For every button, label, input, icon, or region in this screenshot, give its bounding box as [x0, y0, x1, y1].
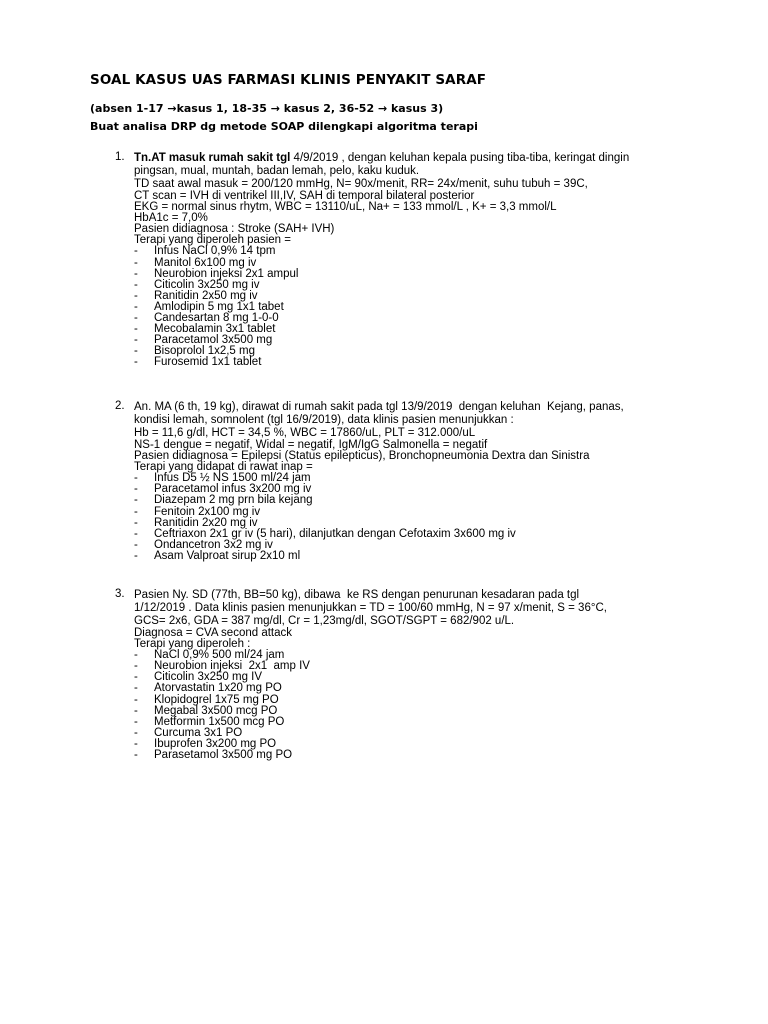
therapy-item-text: Curcuma 3x1 PO: [154, 726, 243, 739]
case-detail-line: HbA1c = 7,0%: [134, 212, 208, 225]
therapy-item-text: Megabal 3x500 mcg PO: [154, 704, 278, 717]
case-detail-line: TD saat awal masuk = 200/120 mmHg, N= 90x/menit, RR= 24x/menit, suhu tubuh = 39C,: [134, 178, 588, 190]
therapy-item-text: Paracetamol infus 3x200 mg iv: [154, 483, 312, 496]
bullet-dash: -: [134, 483, 138, 496]
therapy-item-text: Ranitidin 2x50 mg iv: [154, 289, 258, 302]
therapy-item: [134, 750, 715, 761]
bullet-dash: -: [134, 300, 138, 313]
bullet-dash: -: [134, 494, 138, 507]
therapy-item: [134, 507, 715, 518]
case-detail-line: GCS= 2x6, GDA = 387 mg/dl, Cr = 1,23mg/dl, SGOT/SGPT = 682/902 u/L.: [134, 615, 515, 627]
bullet-dash: -: [134, 289, 138, 302]
therapy-item-text: Candesartan 8 mg 1-0-0: [154, 312, 279, 325]
bullet-dash: -: [134, 312, 138, 325]
case-body: [134, 401, 715, 562]
bullet-dash: -: [134, 715, 138, 728]
therapy-item-text: Manitol 6x100 mg iv: [154, 256, 257, 269]
case-detail-line: Terapi yang diperoleh pasien =: [134, 234, 291, 247]
therapy-item: [134, 551, 715, 562]
therapy-item: [134, 695, 715, 706]
case-2: [115, 401, 715, 562]
therapy-item-text: Citicolin 3x250 mg IV: [154, 671, 263, 684]
therapy-item: [134, 495, 715, 506]
case-detail-line: Terapi yang didapat di rawat inap =: [134, 461, 313, 474]
case-detail-line: Pasien didiagnosa : Stroke (SAH+ IVH): [134, 223, 335, 236]
therapy-item-text: Bisoprolol 1x2,5 mg: [154, 345, 255, 358]
bullet-dash: -: [134, 256, 138, 269]
bullet-dash: -: [134, 549, 138, 562]
bullet-dash: -: [134, 671, 138, 684]
case-detail-line: 1/12/2019 . Data klinis pasien menunjukkan = TD = 100/60 mmHg, N = 97 x/menit, S = 36°C,: [134, 602, 607, 614]
therapy-item-text: Ondancetron 3x2 mg iv: [154, 538, 273, 551]
bullet-dash: -: [134, 538, 138, 551]
bullet-dash: -: [134, 245, 138, 258]
case-lead-line: [134, 152, 715, 165]
case-lead-line: [134, 401, 715, 414]
bullet-dash: -: [134, 267, 138, 280]
therapy-item: [134, 246, 715, 257]
bullet-dash: -: [134, 649, 138, 662]
therapy-item-text: Klopidogrel 1x75 mg PO: [154, 693, 279, 706]
case-detail-line: Terapi yang diperoleh :: [134, 638, 251, 651]
therapy-item-text: Citicolin 3x250 mg iv: [154, 278, 260, 291]
bullet-dash: -: [134, 472, 138, 485]
therapy-item-text: Parasetamol 3x500 mg PO: [154, 749, 293, 762]
case-detail-line: NS-1 dengue = negatif, Widal = negatif, IgM/IgG Salmonella = negatif: [134, 439, 488, 451]
case-detail-line: Pasien didiagnosa = Epilepsi (Status epilepticus), Bronchopneumonia Dextra dan Sinistra: [134, 450, 590, 463]
case-detail-line: kondisi lemah, somnolent (tgl 16/9/2019), data klinis pasien menunjukkan :: [134, 414, 514, 426]
therapy-item-text: Infus D5 ½ NS 1500 ml/24 jam: [154, 472, 311, 485]
therapy-item-text: Neurobion injeksi 2x1 ampul: [154, 267, 299, 280]
therapy-item-text: Paracetamol 3x500 mg: [154, 334, 273, 347]
case-number: 1.: [115, 151, 125, 163]
therapy-item-text: Asam Valproat sirup 2x10 ml: [154, 549, 301, 562]
therapy-item-text: Mecobalamin 3x1 tablet: [154, 323, 276, 336]
case-3: [115, 589, 715, 761]
task-instruction: Buat analisa DRP dg metode SOAP dilengkapi algoritma terapi: [90, 120, 478, 133]
case-detail-line: Diagnosa = CVA second attack: [134, 627, 293, 639]
bullet-dash: -: [134, 278, 138, 291]
case-number: 2.: [115, 400, 125, 412]
case-detail-line: CT scan = IVH di ventrikel III,IV, SAH di temporal bilateral posterior: [134, 190, 475, 202]
bullet-dash: -: [134, 505, 138, 518]
case-number: 3.: [115, 588, 125, 600]
patient-intro: Pasien Ny. SD (77th, BB=50 kg), dibawa ke RS dengan penurunan kesadaran pada tgl: [134, 589, 580, 601]
bullet-dash: -: [134, 682, 138, 695]
bullet-dash: -: [134, 345, 138, 358]
therapy-item-text: NaCl 0,9% 500 ml/24 jam: [154, 649, 285, 662]
assignment-instruction: (absen 1-17 →kasus 1, 18-35 → kasus 2, 36-52 → kasus 3): [90, 102, 444, 115]
therapy-item-text: Amlodipin 5 mg 1x1 tabet: [154, 300, 284, 313]
bullet-dash: -: [134, 660, 138, 673]
bullet-dash: -: [134, 527, 138, 540]
bullet-dash: -: [134, 737, 138, 750]
bullet-dash: -: [134, 704, 138, 717]
patient-intro-bold: Tn.AT masuk rumah sakit tgl: [134, 152, 291, 164]
therapy-item: [134, 258, 715, 269]
case-body: [134, 589, 715, 761]
therapy-item-text: Atorvastatin 1x20 mg PO: [154, 682, 282, 695]
case-detail-line: Hb = 11,6 g/dl, HCT = 34,5 %, WBC = 17860/uL, PLT = 312.000/uL: [134, 427, 476, 439]
bullet-dash: -: [134, 693, 138, 706]
therapy-item-text: Metformin 1x500 mcg PO: [154, 715, 285, 728]
case-1: [115, 152, 715, 369]
therapy-item-text: Diazepam 2 mg prn bila kejang: [154, 494, 313, 507]
therapy-item-text: Fenitoin 2x100 mg iv: [154, 505, 261, 518]
therapy-item-text: Ranitidin 2x20 mg iv: [154, 516, 258, 529]
therapy-item: [134, 683, 715, 694]
bullet-dash: -: [134, 334, 138, 347]
bullet-dash: -: [134, 323, 138, 336]
bullet-dash: -: [134, 356, 138, 369]
bullet-dash: -: [134, 516, 138, 529]
therapy-item-text: Infus NaCl 0,9% 14 tpm: [154, 245, 276, 258]
document-title: SOAL KASUS UAS FARMASI KLINIS PENYAKIT SARAF: [90, 72, 487, 88]
bullet-dash: -: [134, 749, 138, 762]
patient-intro: An. MA (6 th, 19 kg), dirawat di rumah sakit pada tgl 13/9/2019 dengan keluhan Kejang, panas,: [134, 401, 624, 413]
therapy-item: [134, 357, 715, 368]
patient-intro: 4/9/2019 , dengan keluhan kepala pusing tiba-tiba, keringat dingin: [290, 152, 630, 164]
therapy-item-text: Furosemid 1x1 tablet: [154, 356, 262, 369]
case-detail-line: pingsan, mual, muntah, badan lemah, pelo, kaku kuduk.: [134, 165, 420, 177]
therapy-item-text: Neurobion injeksi 2x1 amp IV: [154, 660, 310, 673]
case-body: [134, 152, 715, 369]
therapy-item-text: Ibuprofen 3x200 mg PO: [154, 737, 277, 750]
case-lead-line: [134, 589, 715, 602]
bullet-dash: -: [134, 726, 138, 739]
therapy-item-text: Ceftriaxon 2x1 gr iv (5 hari), dilanjutkan dengan Cefotaxim 3x600 mg iv: [154, 527, 516, 540]
case-detail-line: EKG = normal sinus rhytm, WBC = 13110/uL, Na+ = 133 mmol/L , K+ = 3,3 mmol/L: [134, 201, 557, 214]
